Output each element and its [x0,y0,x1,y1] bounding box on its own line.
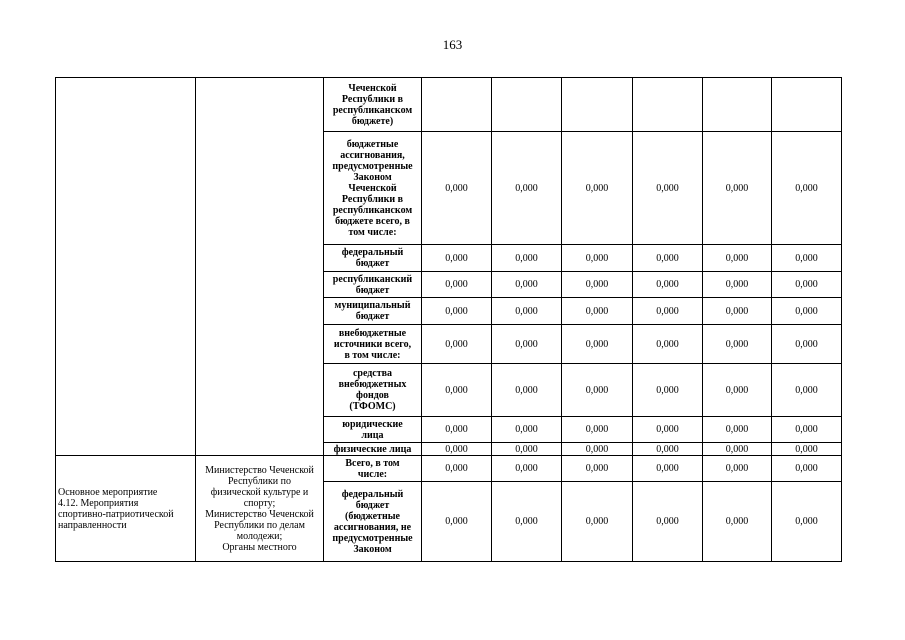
value-cell: 0,000 [703,272,772,298]
value-cell: 0,000 [492,443,562,456]
text-line: спортивно-патриотической [58,508,174,520]
value-cell: 0,000 [703,417,772,443]
text-line: направленности [58,519,127,531]
value-cell: 0,000 [703,364,772,417]
funding-source-cell [324,325,422,364]
value-cell: 0,000 [422,443,492,456]
value-cell [703,78,772,132]
value-cell: 0,000 [492,132,562,245]
value-cell: 0,000 [633,325,703,364]
text-line: Республики по делам [214,519,305,531]
text-line: бюджет [355,499,390,511]
funding-source-cell [324,364,422,417]
value-cell: 0,000 [633,298,703,325]
value-cell: 0,000 [703,456,772,482]
value-cell: 0,000 [633,456,703,482]
value-cell: 0,000 [703,443,772,456]
value-cell: 0,000 [772,272,842,298]
funding-source-cell [324,272,422,298]
table-row [56,78,842,132]
value-cell: 0,000 [703,245,772,272]
value-cell: 0,000 [703,325,772,364]
value-cell: 0,000 [562,132,633,245]
text-line: бюджете всего, в [335,215,410,227]
value-cell: 0,000 [562,443,633,456]
budget-table [55,77,842,562]
value-cell: 0,000 [703,132,772,245]
text-line: спорту; [243,497,276,509]
text-line: республиканском [332,104,413,116]
text-line: источники всего, [333,338,412,350]
page-number: 163 [442,37,463,52]
text-line: федеральный [341,247,404,258]
value-cell: 0,000 [492,456,562,482]
value-cell: 0,000 [772,245,842,272]
value-cell: 0,000 [772,456,842,482]
text-line: физической культуре и [210,486,309,498]
value-cell: 0,000 [633,245,703,272]
text-line: (ТФОМС) [349,401,396,412]
text-line: Министерство Чеченской [205,464,314,476]
funding-source-cell [324,417,422,443]
value-cell: 0,000 [633,443,703,456]
text-line: Органы местного [222,541,297,553]
value-cell: 0,000 [492,325,562,364]
text-line: внебюджетные [338,327,407,339]
value-cell: 0,000 [772,482,842,562]
value-cell: 0,000 [772,132,842,245]
text-line: юридические [342,418,403,430]
text-line: бюджет [355,258,390,269]
value-cell: 0,000 [562,364,633,417]
text-line: в том числе: [344,349,401,361]
value-cell [492,78,562,132]
text-line: Министерство Чеченской [205,508,314,520]
text-line: муниципальный [334,300,411,311]
text-line: Республики в [341,93,404,105]
value-cell: 0,000 [633,132,703,245]
value-cell: 0,000 [772,417,842,443]
text-line: лица [361,429,384,441]
value-cell: 0,000 [422,482,492,562]
text-line: бюджет [355,311,390,322]
measure-cell [56,456,196,562]
value-cell: 0,000 [562,298,633,325]
value-cell: 0,000 [772,325,842,364]
funding-source-cell [324,443,422,456]
value-cell: 0,000 [422,456,492,482]
text-line: Законом [353,171,392,183]
text-line: Всего, в том [345,457,400,469]
value-cell: 0,000 [492,245,562,272]
value-cell: 0,000 [562,417,633,443]
text-line: Чеченской [348,182,397,194]
funding-source-cell [324,482,422,562]
text-line: 4.12. Мероприятия [58,497,139,509]
funding-source-cell [324,456,422,482]
table-row [56,456,842,482]
value-cell: 0,000 [492,298,562,325]
value-cell: 0,000 [422,325,492,364]
text-line: предусмотренные [332,532,413,544]
text-line: ассигнования, [340,149,405,161]
value-cell: 0,000 [492,364,562,417]
text-line: бюджет [355,284,390,296]
text-line: (бюджетные [345,510,400,522]
value-cell: 0,000 [562,245,633,272]
text-line: республиканский [332,273,413,285]
value-cell: 0,000 [772,364,842,417]
value-cell: 0,000 [492,272,562,298]
text-line: средства [352,368,393,379]
text-line: Республики по [227,475,292,487]
value-cell: 0,000 [422,245,492,272]
value-cell: 0,000 [492,482,562,562]
value-cell: 0,000 [562,272,633,298]
value-cell: 0,000 [633,482,703,562]
text-line: бюджете) [351,115,394,127]
funding-source-cell [324,298,422,325]
executor-cell [196,456,324,562]
value-cell: 0,000 [562,456,633,482]
text-line: Законом [353,543,392,555]
value-cell: 0,000 [422,417,492,443]
text-line: числе: [357,468,388,480]
text-line: молодежи; [236,530,283,542]
value-cell: 0,000 [422,298,492,325]
value-cell [633,78,703,132]
value-cell: 0,000 [422,272,492,298]
value-cell: 0,000 [422,364,492,417]
value-cell: 0,000 [703,482,772,562]
value-cell: 0,000 [772,443,842,456]
value-cell: 0,000 [422,132,492,245]
text-line: предусмотренные [332,160,413,172]
measure-cell-empty [56,78,196,456]
value-cell [772,78,842,132]
text-line: республиканском [332,204,413,216]
value-cell: 0,000 [772,298,842,325]
value-cell: 0,000 [633,272,703,298]
text-line: том числе: [348,226,397,238]
text-line: бюджетные [346,138,399,150]
funding-source-cell [324,245,422,272]
value-cell: 0,000 [562,325,633,364]
funding-source-cell [324,78,422,132]
executor-cell-empty [196,78,324,456]
text-line: фондов [356,390,389,401]
text-line: физические лица [333,443,412,455]
value-cell [562,78,633,132]
value-cell: 0,000 [633,364,703,417]
value-cell [422,78,492,132]
text-line: Республики в [341,193,404,205]
value-cell: 0,000 [492,417,562,443]
text-line: Основное мероприятие [58,486,158,498]
text-line: ассигнования, не [333,521,412,533]
value-cell: 0,000 [703,298,772,325]
text-line: Чеченской [348,82,397,94]
text-line: федеральный [341,488,404,500]
text-line: внебюджетных [338,379,407,390]
value-cell: 0,000 [562,482,633,562]
funding-source-cell [324,132,422,245]
value-cell: 0,000 [633,417,703,443]
